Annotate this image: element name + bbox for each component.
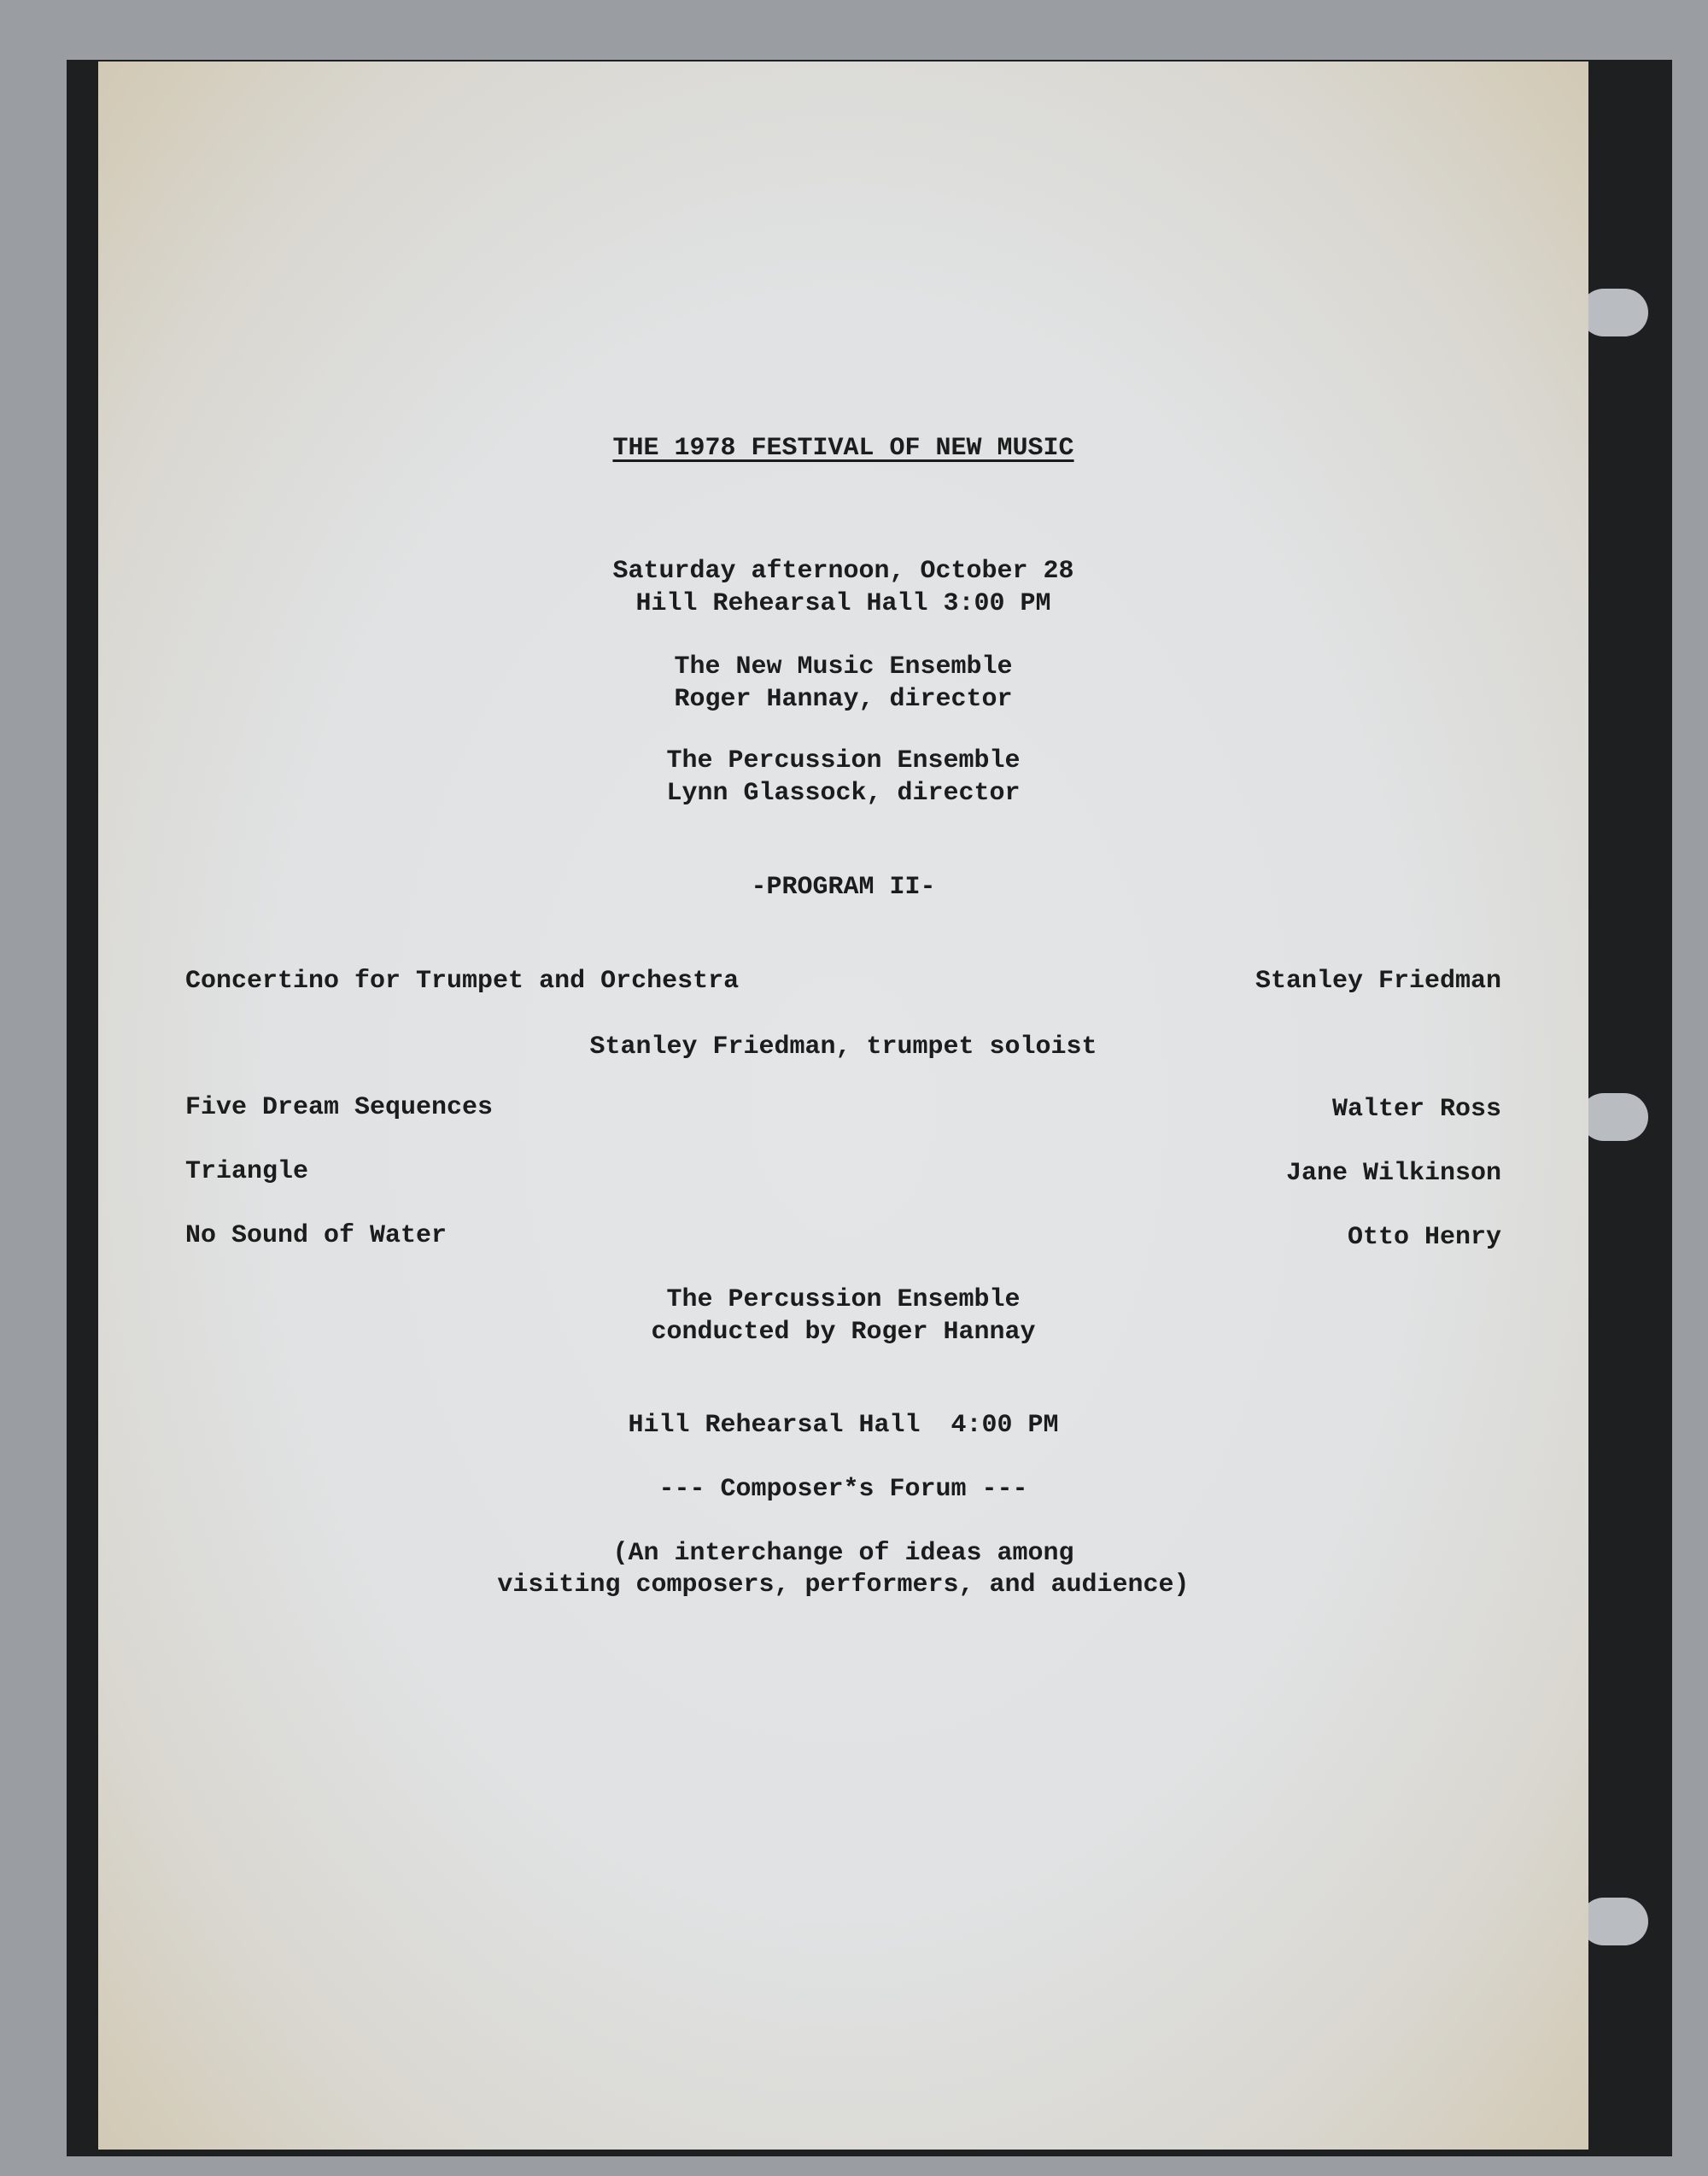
festival-title: THE 1978 FESTIVAL OF NEW MUSIC bbox=[612, 434, 1074, 463]
binder-ring-top bbox=[1580, 289, 1648, 336]
event-venue-time: Hill Rehearsal Hall 3:00 PM bbox=[635, 589, 1051, 618]
piece-composer: Walter Ross bbox=[1331, 1095, 1501, 1124]
ensemble-director: Roger Hannay, director bbox=[674, 685, 1013, 714]
forum-venue-time: Hill Rehearsal Hall 4:00 PM bbox=[628, 1411, 1059, 1440]
piece-title: Concertino for Trumpet and Orchestra bbox=[185, 967, 740, 996]
piece-composer: Jane Wilkinson bbox=[1285, 1159, 1501, 1188]
performing-ensemble: The Percussion Ensemble bbox=[666, 1285, 1021, 1314]
percussion-ensemble-director: Lynn Glassock, director bbox=[666, 779, 1021, 808]
binder-ring-middle bbox=[1580, 1093, 1648, 1141]
program-page bbox=[98, 61, 1588, 2150]
program-label: -PROGRAM II- bbox=[751, 873, 936, 902]
forum-description-line-1: (An interchange of ideas among bbox=[612, 1539, 1074, 1568]
piece-title: No Sound of Water bbox=[185, 1221, 447, 1250]
piece-composer: Stanley Friedman bbox=[1255, 967, 1501, 996]
percussion-ensemble-name: The Percussion Ensemble bbox=[666, 746, 1021, 775]
piece-title: Triangle bbox=[185, 1157, 309, 1186]
piece-title: Five Dream Sequences bbox=[185, 1093, 494, 1122]
forum-title: --- Composer*s Forum --- bbox=[658, 1475, 1028, 1504]
piece-composer: Otto Henry bbox=[1347, 1223, 1501, 1252]
ensemble-name: The New Music Ensemble bbox=[674, 652, 1013, 681]
binder-ring-bottom bbox=[1580, 1898, 1648, 1945]
forum-description-line-2: visiting composers, performers, and audience) bbox=[497, 1571, 1190, 1600]
conductor-credit: conducted by Roger Hannay bbox=[651, 1318, 1036, 1347]
event-date: Saturday afternoon, October 28 bbox=[612, 557, 1074, 586]
soloist-credit: Stanley Friedman, trumpet soloist bbox=[589, 1032, 1097, 1062]
